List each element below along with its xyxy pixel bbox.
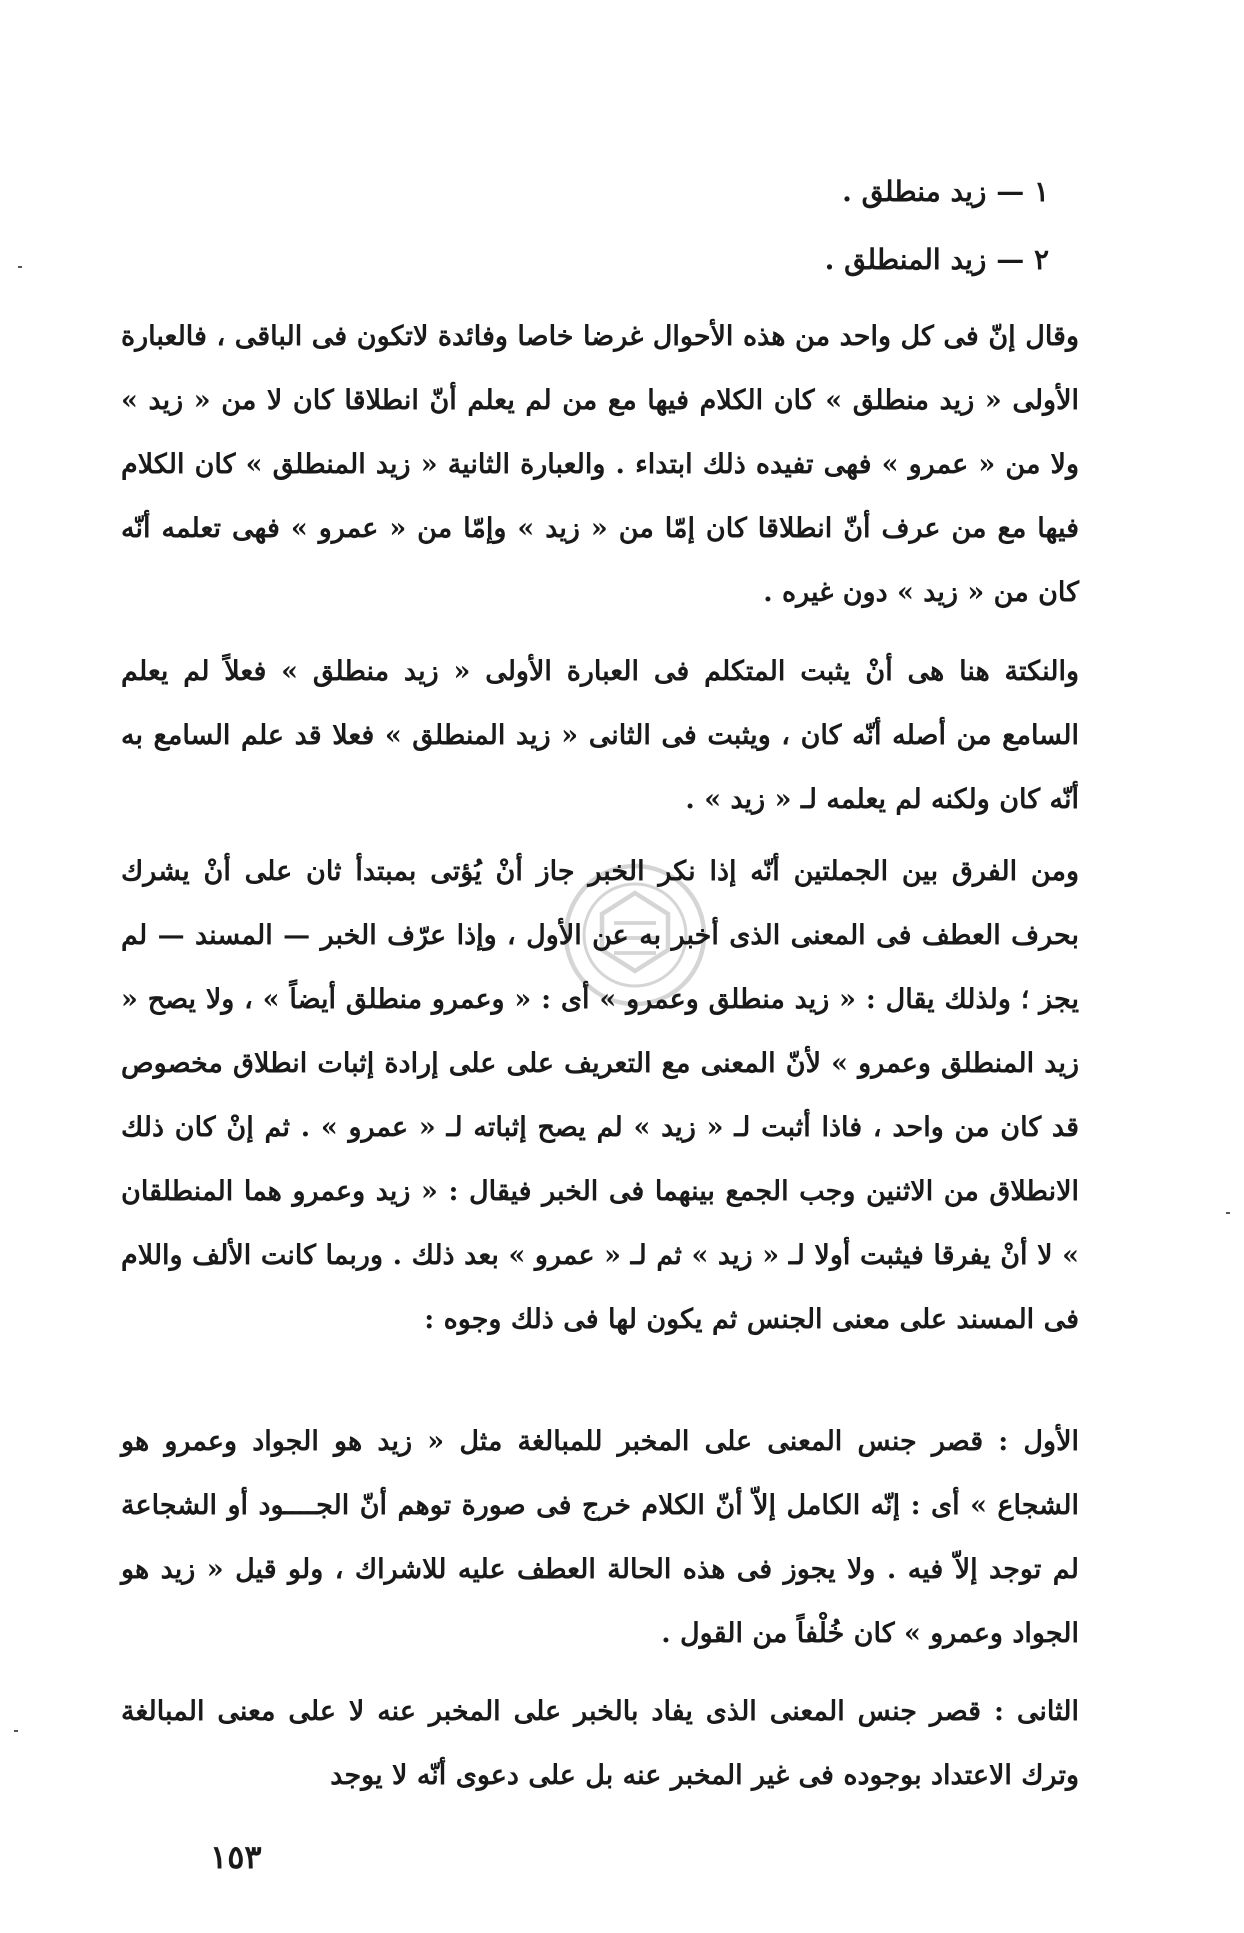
margin-mark xyxy=(1226,1212,1230,1214)
paragraph-text: وقال إنّ فى كل واحد من هذه الأحوال غرضا خاصا وفائدة لاتكون فى الباقى ، فالعبارة الأولى « زيد منطلق » كان الكلام فيها مع من لم يعلم أنّ انطلاقا كان لا من « زيد » ولا من « عمرو » فهى تفيده ذلك ابتداء . والعبارة الثانية « زيد المنطلق » كان الكلام فيها مع من عرف أنّ انطلاقا كان إمّا من « زيد » وإمّا من « عمرو » فهى تعلمه أنّه كان من « زيد » دون غيره . xyxy=(121,321,1079,608)
paragraph-1 xyxy=(121,305,1079,625)
paragraph-text: الثانى : قصر جنس المعنى الذى يفاد بالخبر على المخبر عنه لا على معنى المبالغة وترك الاعتداد بوجوده فى غير المخبر عنه بل على دعوى أنّه لا يوجد xyxy=(121,1696,1079,1791)
numbered-item-1: ١ — زيد منطلق . xyxy=(842,175,1049,208)
numbered-item-2: ٢ — زيد المنطلق . xyxy=(824,243,1049,276)
margin-mark xyxy=(18,266,22,268)
paragraph-text: ومن الفرق بين الجملتين أنّه إذا نكر الخبر جاز أنْ يُؤتى بمبتدأ ثان على أنْ يشرك بحرف العطف فى المعنى الذى أخبر به عن الأول ، وإذا عرّف الخبر — المسند — لم يجز ؛ ولذلك يقال : « زيد منطلق وعمرو » أى : « وعمرو منطلق أيضاً » ، ولا يصح « زيد المنطلق وعمرو » لأنّ المعنى مع التعريف على على إرادة إثبات انطلاق مخصوص قد كان من واحد ، فاذا أثبت لـ « زيد » لم يصح إثباته لـ « عمرو » . ثم إنْ كان ذلك الانطلاق من الاثنين وجب الجمع بينهما فى الخبر فيقال : « زيد وعمرو هما المنطلقان » لا أنْ يفرقا فيثبت أولا لـ « زيد » ثم لـ « عمرو » بعد ذلك . وربما كانت الألف واللام فى المسند على معنى الجنس ثم يكون لها فى ذلك وجوه : xyxy=(121,856,1079,1335)
paragraph-text: والنكتة هنا هى أنْ يثبت المتكلم فى العبارة الأولى « زيد منطلق » فعلاً لم يعلم السامع من أصله أنّه كان ، ويثبت فى الثانى « زيد المنطلق » فعلا قد علم السامع به أنّه كان ولكنه لم يعلمه لـ « زيد » . xyxy=(121,656,1079,815)
paragraph-4 xyxy=(121,1410,1079,1666)
paragraph-text: الأول : قصر جنس المعنى على المخبر للمبالغة مثل « زيد هو الجواد وعمرو هو الشجاع » أى : إنّه الكامل إلاّ أنّ الكلام خرج فى صورة توهم أنّ الجــــود أو الشجاعة لم توجد إلاّ فيه . ولا يجوز فى هذه الحالة العطف عليه للاشراك ، ولو قيل « زيد هو الجواد وعمرو » كان خُلْفاً من القول . xyxy=(121,1426,1079,1649)
page-number: ١٥٣ xyxy=(210,1838,262,1876)
paragraph-2 xyxy=(121,640,1079,832)
paragraph-3 xyxy=(121,840,1079,1352)
margin-mark xyxy=(14,1730,18,1732)
paragraph-5 xyxy=(121,1680,1079,1808)
